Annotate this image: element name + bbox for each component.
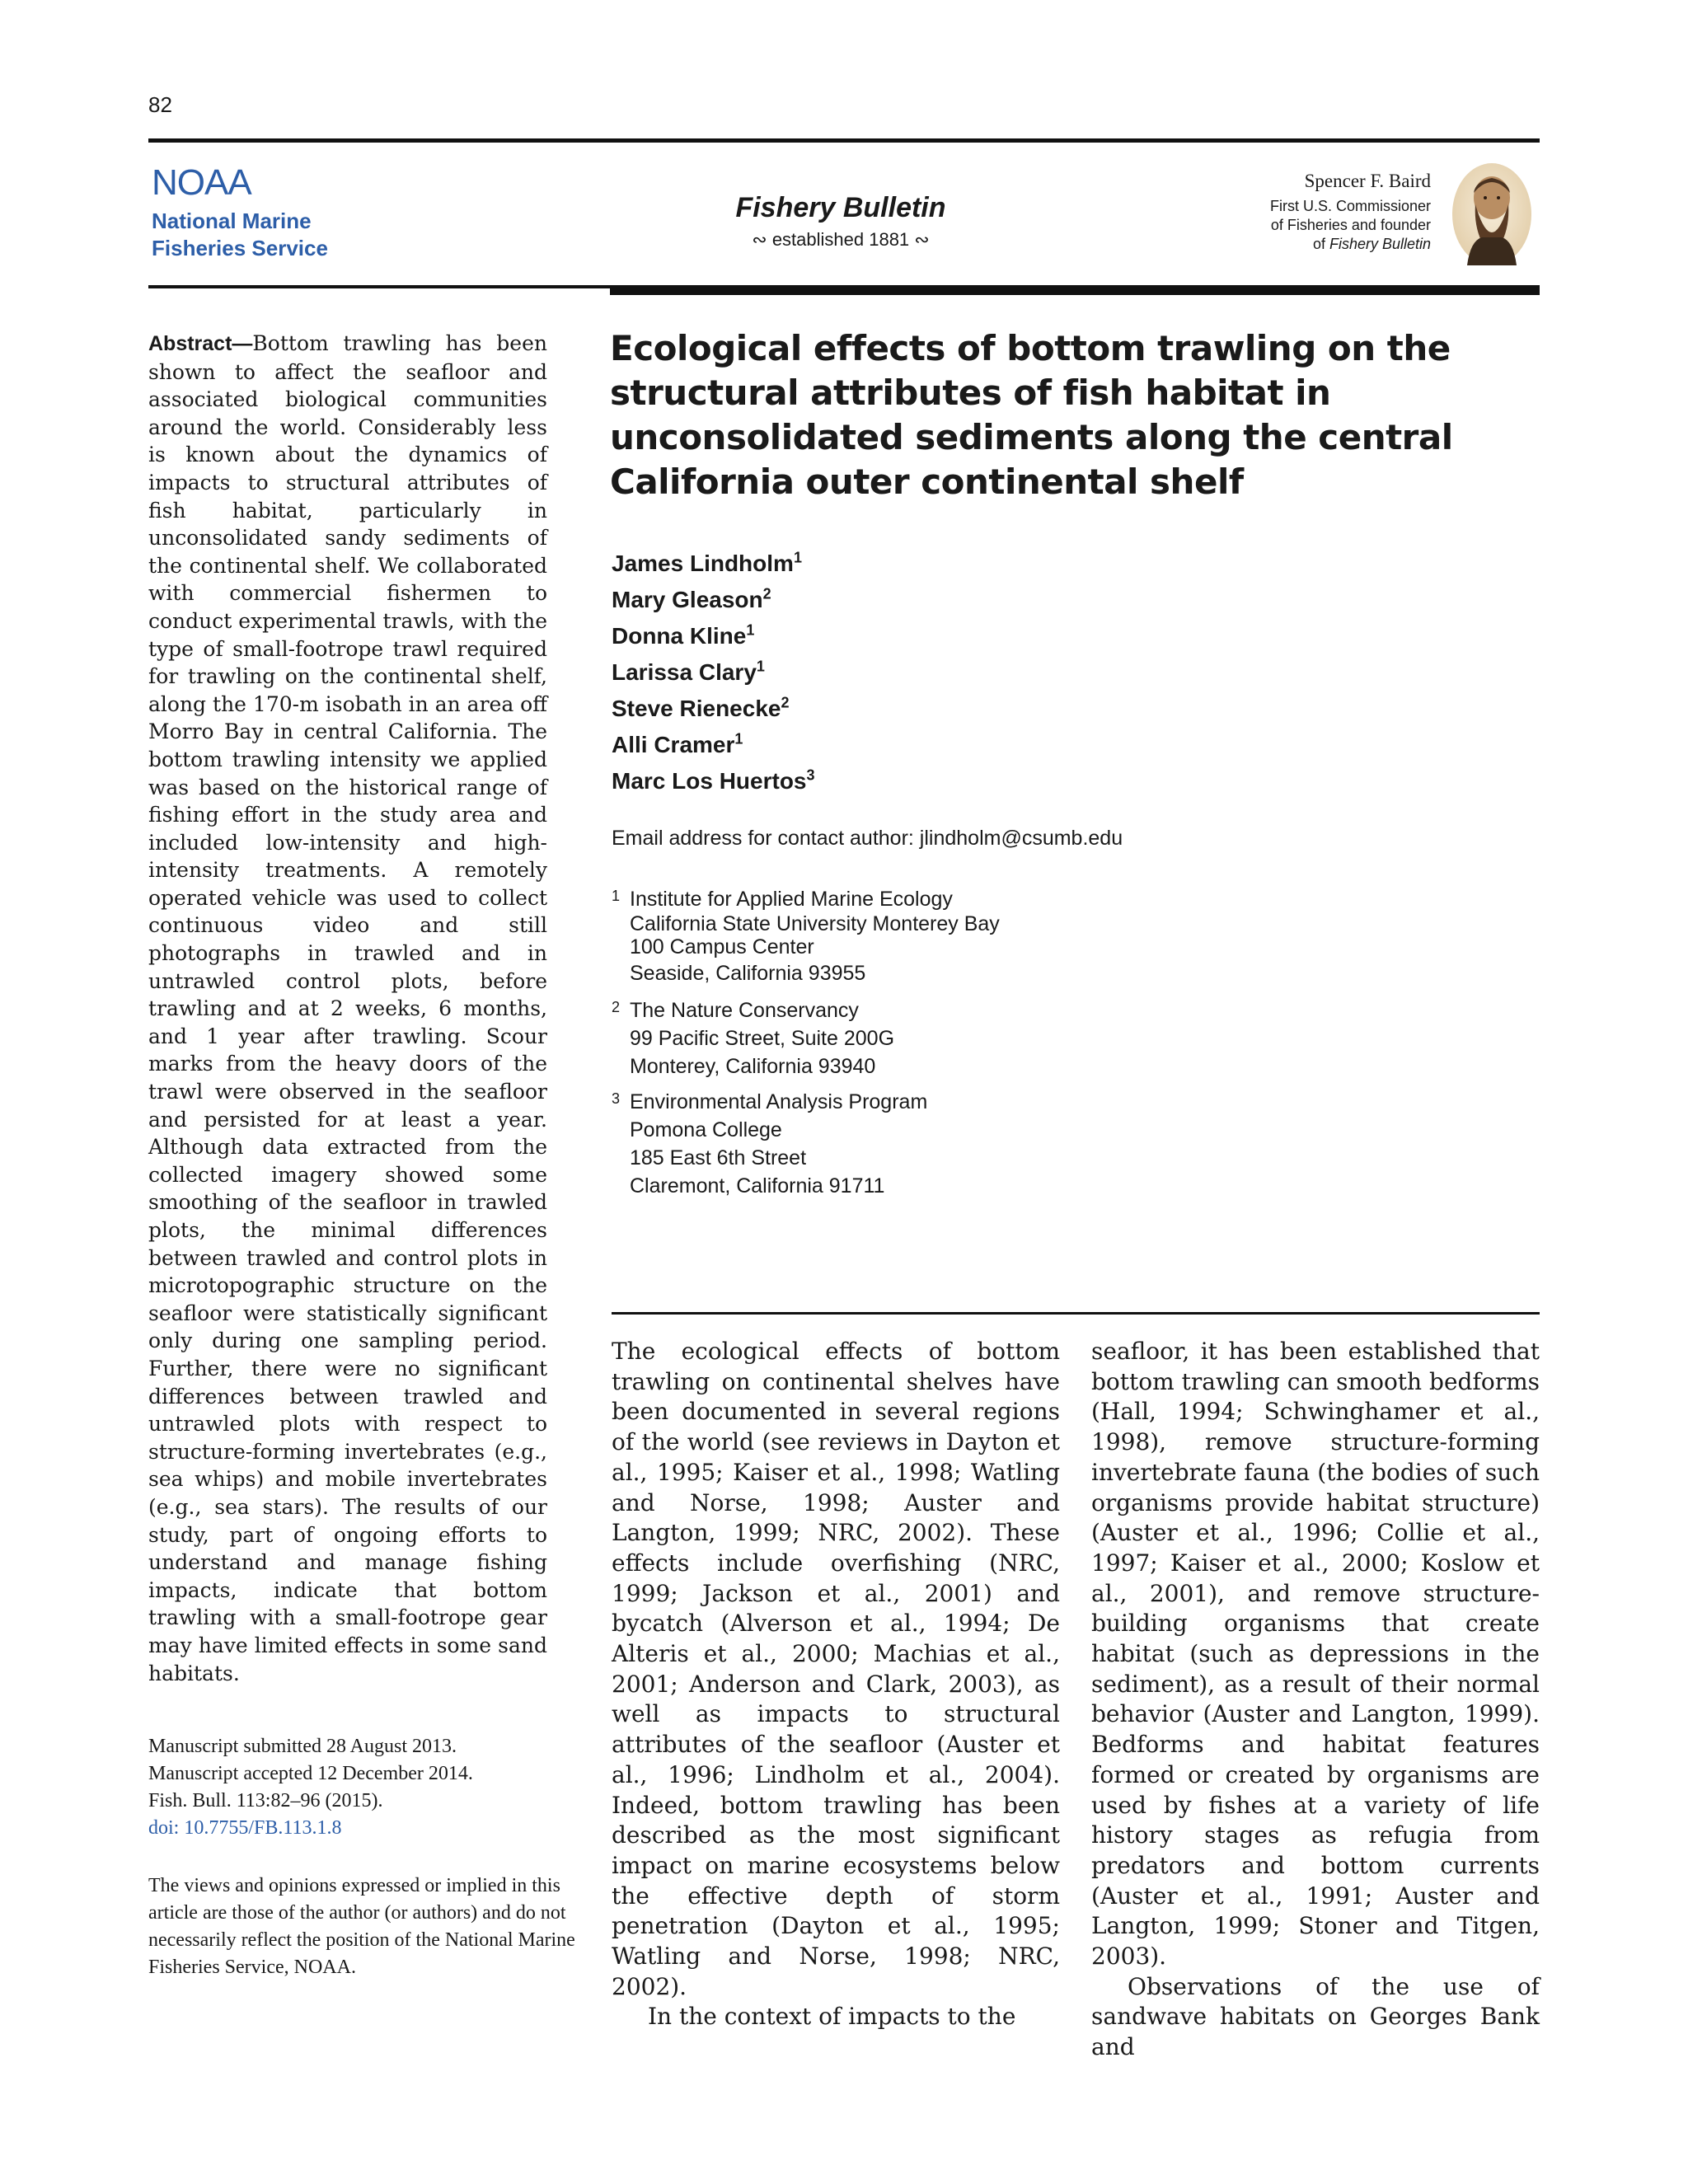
body-column-right: [1091, 1337, 1540, 2063]
flourish-left-icon: ∾: [752, 229, 767, 250]
manuscript-info: [148, 1733, 577, 1842]
affiliation-1: 1 Institute for Applied Marine Ecology California State University Monterey Bay 100 Campus Center Seaside, California 93955: [612, 888, 1000, 985]
journal-masthead: [659, 191, 1022, 251]
header-rule-right: [610, 285, 1540, 295]
founder-line-3: of Fishery Bulletin: [1312, 236, 1431, 252]
top-rule: [148, 138, 1540, 143]
noaa-title: NOAA: [152, 162, 251, 203]
body-column-left: [612, 1337, 1060, 2032]
manuscript-submitted: Manuscript submitted 28 August 2013.: [148, 1736, 457, 1757]
header-rule-left: [148, 285, 610, 288]
abstract-text: Bottom trawling has been shown to affect the seafloor and associated biological communities around the world. Considerably less is known about the dynamics of impacts to structural attributes of fish habitat, particularly in unconsolidated sandy sediments of the continental shelf. We collaborated with commercial fishermen to conduct experimental trawls, with the type of small-footrope trawl required for trawling on the continental shelf, along the 170-m isobath in an area off Morro Bay in central California. The bottom trawling intensity we applied was based on the historical range of fishing effort in the study area and included low-intensity and high-intensity treatments. A remotely operated vehicle was used to collect continuous video and still photographs in trawled and in untrawled control plots, before trawling and at 2 weeks, 6 months, and 1 year after trawling. Scour marks from the heavy doors of the trawl were observed in the seafloor and persisted for at least a year. Although data extracted from the collected imagery showed some smoothing of the seafloor in trawled plots, the minimal differences between trawled and control plots in microtopographic structure on the seafloor were statistically significant only during one sampling period. Further, there were no significant differences between trawled and untrawled plots with respect to structure-forming invertebrates (e.g., sea whips) and mobile invertebrates (e.g., sea stars). The results of our study, part of ongoing efforts to understand and manage fishing impacts, indicate that bottom trawling with a small-footrope gear may have limited effects in some sand habitats.: [148, 331, 547, 1685]
journal-established: [659, 229, 1022, 251]
author: Steve Rienecke$^2$: [612, 694, 790, 721]
abstract-label: Abstract—: [148, 332, 253, 355]
abstract: [148, 330, 547, 1687]
author: Marc Los Huertos$^3$: [612, 766, 815, 794]
established-text: established 1881: [771, 229, 910, 250]
founder-line-1: First U.S. Commissioner: [1269, 198, 1431, 214]
founder-line-2: of Fisheries and founder: [1270, 217, 1431, 233]
author: Larissa Clary$^1$: [612, 658, 765, 685]
founder-name: Spencer F. Baird: [1304, 171, 1431, 191]
author: James Lindholm$^1$: [612, 549, 802, 576]
author: Mary Gleason$^2$: [612, 585, 771, 612]
manuscript-accepted: Manuscript accepted 12 December 2014.: [148, 1763, 473, 1784]
flourish-right-icon: ∾: [914, 229, 930, 250]
noaa-logo: [152, 163, 328, 262]
body-paragraph: Observations of the use of sandwave habitats on Georges Bank and: [1091, 1972, 1540, 2061]
author: Alli Cramer$^1$: [612, 730, 743, 757]
body-paragraph: In the context of impacts to the: [648, 2003, 1016, 2031]
noaa-subtitle-line-1: National Marine: [152, 209, 312, 233]
body-paragraph: The ecological effects of bottom trawling on continental shelves have been documented in several regions of the world (see reviews in Dayton et al., 1995; Kaiser et al., 1998; Watling and Norse, 1998; Auster and Langton, 1999; NRC, 2002). These effects include overfishing (NRC, 1999; Jackson et al., 2001) and bycatch (Alverson et al., 1994; De Alteris et al., 2000; Machias et al., 2001; Anderson and Clark, 2003), as well as impacts to structural attributes of the seafloor (Auster et al., 1996; Lindholm et al., 2004). Indeed, bottom trawling has been described as the most significant impact on marine ecosystems below the effective depth of storm penetration (Dayton et al., 1995; Watling and Norse, 1998; NRC, 2002).: [612, 1338, 1060, 2000]
body-rule: [612, 1312, 1540, 1315]
contact-email: Email address for contact author: jlindholm@csumb.edu: [612, 827, 1123, 850]
body-paragraph: seafloor, it has been established that bottom trawling can smooth bedforms (Hall, 1994; Schwinghamer et al., 1998), remove structure-forming invertebrate fauna (the bodies of such organisms provide habitat structure) (Auster et al., 1996; Collie et al., 1997; Kaiser et al., 2000; Koslow et al., 2001), and remove structure-building organisms that create habitat (such as depressions in the sediment), as a result of their normal behavior (Auster and Langton, 1999). Bedforms and habitat features formed or created by organisms are used by fishes at a variety of life history stages as refugia from predators and bottom currents (Auster et al., 1991; Auster and Langton, 1999; Stoner and Titgen, 2003).: [1091, 1338, 1540, 1971]
page-number: 82: [148, 92, 172, 117]
noaa-subtitle-line-2: Fisheries Service: [152, 236, 328, 260]
affiliation-2: 2 The Nature Conservancy 99 Pacific Street, Suite 200G Monterey, California 93940: [612, 999, 895, 1078]
doi-link[interactable]: doi: 10.7755/FB.113.1.8: [148, 1817, 342, 1839]
article-title: Ecological effects of bottom trawling on the structural attributes of fish habitat in unconsolidated sediments along the central California outer continental shelf: [610, 328, 1453, 502]
journal-title: Fishery Bulletin: [735, 192, 946, 223]
disclaimer: The views and opinions expressed or implied in this article are those of the author (or authors) and do not necessarily reflect the position of the National Marine Fisheries Service, NOAA.: [148, 1875, 575, 1978]
affiliation-3: 3 Environmental Analysis Program Pomona College 185 East 6th Street Claremont, California 91711: [612, 1090, 928, 1197]
author: Donna Kline$^1$: [612, 621, 755, 649]
author-list: [612, 546, 815, 799]
founder-credit: [1179, 171, 1431, 254]
citation: Fish. Bull. 113:82–96 (2015).: [148, 1790, 383, 1811]
founder-portrait: [1451, 162, 1533, 267]
